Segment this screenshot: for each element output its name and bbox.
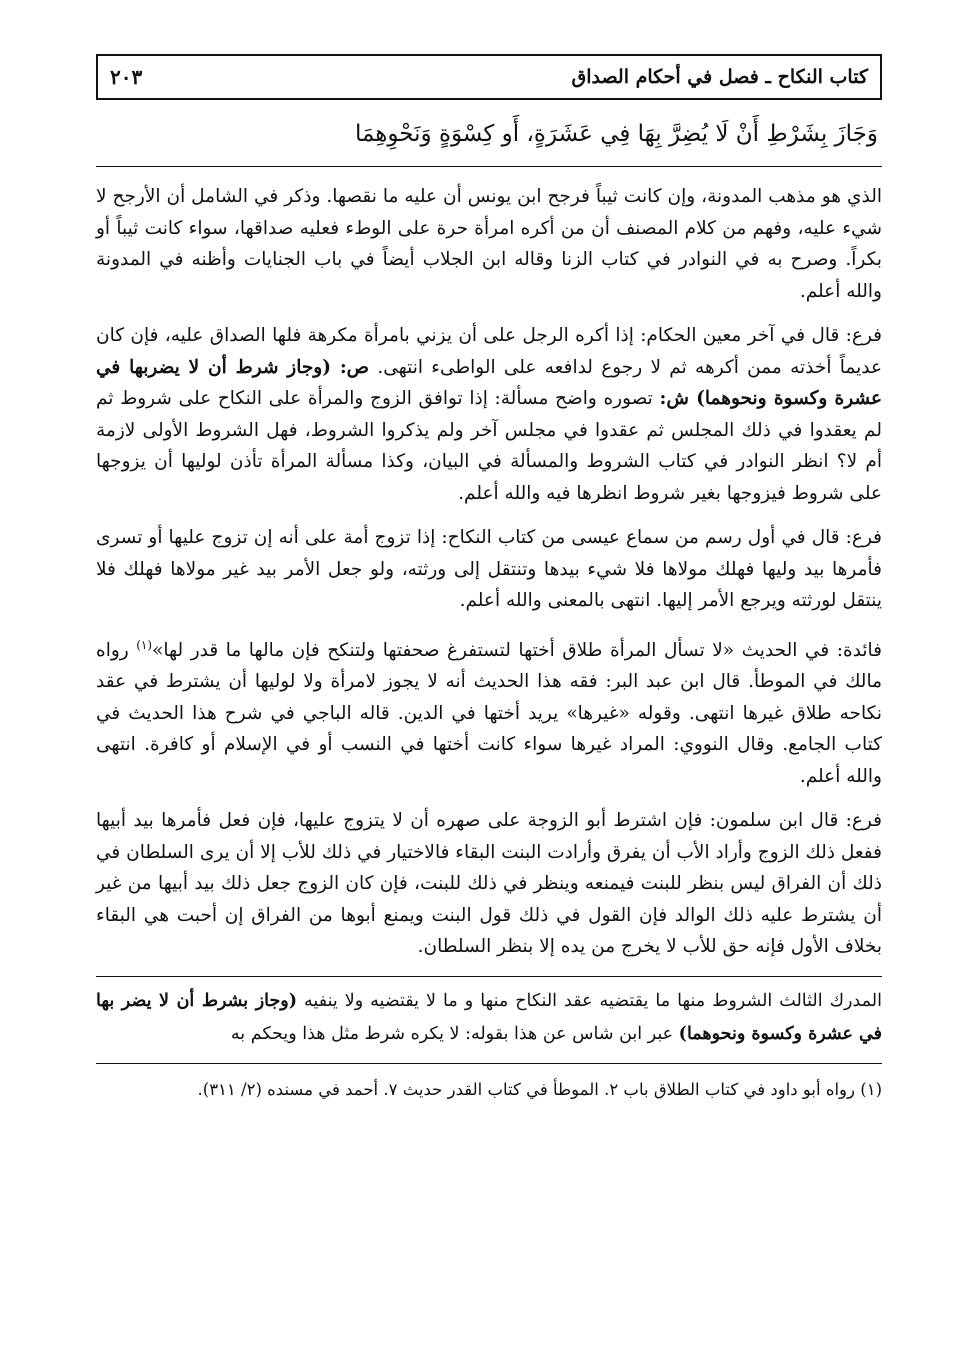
paragraph-3: فرع: قال في أول رسم من سماع عيسى من كتاب النكاح: إذا تزوج أمة على أنه إن تزوج عليها أو تسرى فأمرها بيد وليها فهلك مولاها فلا شيء بيدها وتنتقل إلى ورثته، ولو جعل الأمر بيد غير مولاها فهلك فلا ينتقل لورثته ويرجع الأمر إليها. انتهى بالمعنى والله أعلم. — [96, 527, 882, 611]
page-number: ٢٠٣ — [110, 65, 143, 89]
footnote-ref: (١) — [136, 637, 153, 652]
paragraph-4-text-a: فائدة: في الحديث «لا تسأل المرأة طلاق أختها لتستفرغ صحفتها ولتنكح فإن مالها ما قدر لها» — [152, 639, 882, 661]
hashiya-text-c: عبر ابن شاس عن هذا بقوله: لا يكره شرط مثل هذا ويحكم به — [230, 1023, 674, 1044]
paragraph-2-text-c: تصوره واضح مسألة: إذا توافق الزوج والمرأة على النكاح على شروط ثم لم يعقدوا في ذلك المجلس ثم عقدوا في مجلس آخر ولم يذكروا الشروط، فهل الشروط الأولى لازمة أم لا؟ انظر النوادر في كتاب الشروط والمسألة في البيان، وكذا مسألة المرأة تأذن لوليها أن يزوجها على شروط فيزوجها بغير شروط انظرها فيه والله أعلم. — [96, 388, 882, 504]
paragraph-2-text-a: فرع: قال في آخر معين الحكام: إذا أكره الرجل على أن يزني بامرأة مكرهة فلها الصداق عليه، فإن كان عديماً أخذته ممن أكرهه ثم لا رجوع لدافعه على الواطىء انتهى. — [96, 325, 882, 378]
paragraph-5: فرع: قال ابن سلمون: فإن اشترط أبو الزوجة على صهره أن لا يتزوج عليها، فإن فعل فأمرها بيد أبيها ففعل ذلك الزوج وأراد الأب أن يفرق وأرادت البنت البقاء فالاختيار في ذلك للأب إلا أن يرى السلطان في ذلك أن الفراق ليس بنظر للبنت فيمنعه وينظر في ذلك للبنت، فإن كان الزوج جعل ذلك بيد أبيها من غير أن يشترط عليه ذلك الوالد فإن القول في ذلك قول البنت ويمنع أبوها من الفراق إن أحبت هي البقاء بخلاف الأول فإنه حق للأب لا يخرج من يده إلا بنظر السلطان. — [96, 810, 882, 958]
paragraph-4-text-b: رواه مالك في الموطأ. قال ابن عبد البر: فقه هذا الحديث أنه لا يجوز لامرأة ولا لوليها أن يشترط في عقد نكاحه طلاق غيرها انتهى. وقوله «غيرها» يريد أختها في الدين. قاله الباجي في شرح هذا الحديث في كتاب الجامع. وقال النووي: المراد غيرها سواء كانت أختها في النسب أو في الإسلام أو كافرة. انتهى والله أعلم. — [96, 639, 882, 787]
hashiya-text-a: المدرك الثالث الشروط منها ما يقتضيه عقد النكاح منها و ما لا يقتضيه ولا ينفيه — [304, 990, 882, 1011]
commentary — [96, 181, 882, 963]
matn-divider — [96, 166, 882, 167]
hashiya-matn-quote: (وجاز بشرط أن لا يضر بها في عشرة وكسوة ونحوهما) — [96, 990, 882, 1044]
matn-text: وَجَازَ بِشَرْطِ أَنْ لَا يُضِرَّ بِهَا فِي عَشَرَةٍ، أَو كِسْوَةٍ وَنَحْوِهِمَا — [354, 121, 878, 147]
running-title: كتاب النكاح ـ فصل في أحكام الصداق — [571, 66, 868, 88]
page-header — [96, 54, 882, 100]
paragraph-2 — [96, 320, 882, 509]
footnote: (١) رواه أبو داود في كتاب الطلاق باب ٢. الموطأ في كتاب القدر حديث ٧. أحمد في مسنده (٢/ ٣١١). — [197, 1079, 882, 1099]
page — [96, 54, 882, 1106]
paragraph-2-matn-quote: ص: (وجاز شرط أن لا يضربها في عشرة وكسوة ونحوهما) ش: — [96, 356, 882, 409]
hashiya — [96, 985, 882, 1051]
hashiya-divider — [96, 976, 882, 977]
paragraph-1: الذي هو مذهب المدونة، وإن كانت ثيباً فرجح ابن يونس أن عليه ما نقصها. وذكر في الشامل أن الأرجح لا شيء عليه، وفهم من كلام المصنف أن من أكره امرأة حرة على الوطء فعليه صداقها، سواء كانت ثيباً أو بكراً. وصرح به في النوادر في كتاب الزنا وقاله ابن الجلاب أيضاً في باب الجنايات وأظنه في المدونة والله أعلم. — [96, 186, 882, 302]
footnote-divider — [96, 1063, 882, 1064]
paragraph-4 — [96, 630, 882, 793]
